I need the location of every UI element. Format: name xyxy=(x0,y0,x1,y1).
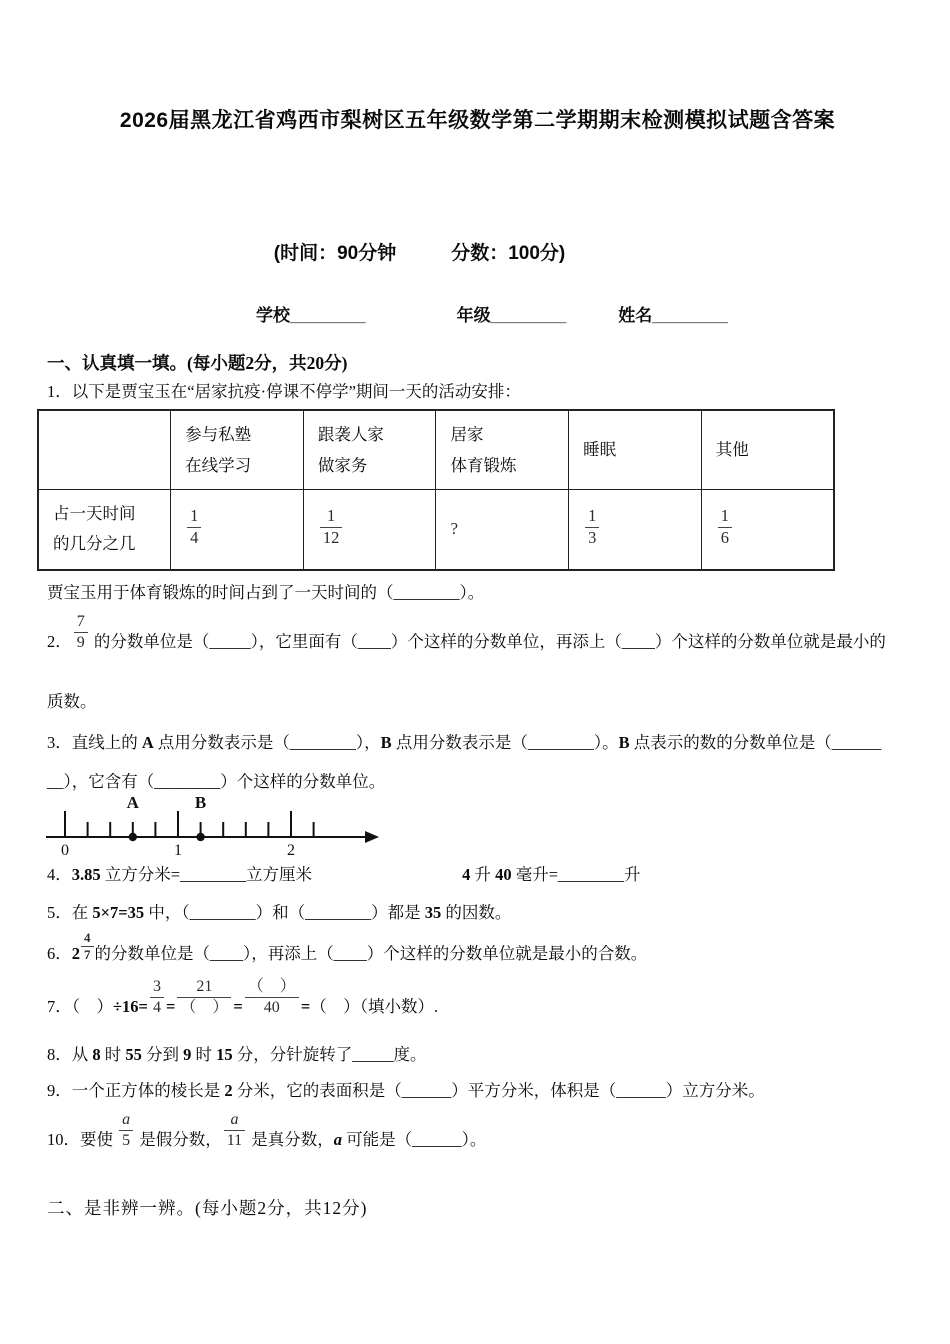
point-b-dot xyxy=(196,833,204,841)
text-segment: 分，分针旋转了_____度。 xyxy=(232,1045,427,1064)
table-header-cell-empty xyxy=(38,410,171,489)
text-segment: 点表示的数的分数单位是（______ xyxy=(629,733,882,752)
school-blank: 学校________ xyxy=(256,306,366,325)
text-segment: 毫升=________升 xyxy=(511,865,641,884)
question-10 xyxy=(47,1110,908,1153)
text-segment: 3.85 xyxy=(71,865,101,884)
tick-label-1: 1 xyxy=(174,842,182,859)
point-a-dot xyxy=(129,833,137,841)
fraction: $\frac{3}{4}$ xyxy=(150,977,164,1017)
exam-info-line xyxy=(0,238,850,265)
text-segment: 8 xyxy=(92,1045,101,1064)
text-segment: 立方分米=________立方厘米 xyxy=(100,865,313,884)
question-3-line1 xyxy=(47,730,908,756)
point-a-label: A xyxy=(126,795,139,812)
text-segment: 40 xyxy=(495,865,512,884)
question-2-line2: 质数。 xyxy=(47,692,97,711)
table-header-cell-sleep xyxy=(569,410,702,489)
header-line: 其他 xyxy=(715,440,749,460)
question-7 xyxy=(47,977,908,1020)
score-label: 分数：100分) xyxy=(451,243,566,264)
table-header-cell-other xyxy=(701,410,834,489)
text-segment: 3．直线上的 xyxy=(47,733,142,752)
fraction: $\frac{1}{12}$ xyxy=(320,506,343,548)
page-title: 2026届黑龙江省鸡西市梨树区五年级数学第二学期期末检测模拟试题含答案 xyxy=(119,109,836,132)
text-segment: 2 xyxy=(224,1081,233,1100)
table-header-cell-housework xyxy=(303,410,436,489)
header-line: 跟袭人家 xyxy=(317,425,384,444)
arrowhead xyxy=(365,831,379,843)
text-segment: a xyxy=(333,1130,343,1149)
name-blank: 姓名________ xyxy=(618,306,728,325)
text-segment: 分米，它的表面积是（______）平方分米，体积是（______）立方分米。 xyxy=(232,1081,765,1100)
text-segment: 2 xyxy=(71,944,80,963)
tick-label-2: 2 xyxy=(287,842,295,859)
text-segment: = xyxy=(233,997,243,1016)
text-segment: 点用分数表示是（________）。 xyxy=(391,733,619,752)
text-segment: 15 xyxy=(216,1045,233,1064)
question-3-line2: __），它含有（________）个这样的分数单位。 xyxy=(47,772,386,791)
text-segment: 时 xyxy=(191,1045,217,1064)
table-body-row xyxy=(38,489,834,570)
text-segment: 6． xyxy=(47,944,72,963)
fraction: $\frac{1}{6}$ xyxy=(718,506,732,548)
table-header-row xyxy=(38,410,834,489)
table-header-cell-study xyxy=(171,410,304,489)
point-b-label: B xyxy=(194,795,207,812)
text-segment: 的因数。 xyxy=(441,903,512,922)
text-segment: 分到 xyxy=(141,1045,184,1064)
text-segment: 35 xyxy=(424,903,442,922)
text-segment: 4 xyxy=(462,865,471,884)
question-9 xyxy=(47,1078,908,1104)
text-segment: 8．从 xyxy=(47,1045,93,1064)
text-segment: 5．在 xyxy=(47,903,93,922)
text-segment: ÷16= xyxy=(113,997,148,1016)
fraction: $\frac{a}{11}$ xyxy=(224,1110,245,1150)
grade-blank: 年级________ xyxy=(456,306,567,325)
fraction: $\frac{1}{4}$ xyxy=(187,506,201,548)
text-segment: = xyxy=(165,997,176,1016)
text-segment: 时 xyxy=(100,1045,126,1064)
header-line: 睡眠 xyxy=(583,440,617,460)
student-info-row xyxy=(256,301,908,326)
header-line: 做家务 xyxy=(317,456,368,475)
header-line: 体育锻炼 xyxy=(450,456,517,475)
activity-table xyxy=(37,409,835,571)
header-line: 居家 xyxy=(450,425,484,444)
table-cell-housework-fraction xyxy=(303,489,436,570)
text-segment: B xyxy=(380,733,392,752)
table-header-cell-exercise xyxy=(436,410,569,489)
question-mark: ? xyxy=(450,519,459,539)
number-line-diagram xyxy=(45,795,390,859)
section-1-heading: 一、认真填一填。(每小题2分，共20分) xyxy=(47,353,348,373)
text-segment: 5×7=35 xyxy=(92,903,145,922)
question-2-line1 xyxy=(47,612,908,655)
text-segment: 中，（________）和（________）都是 xyxy=(144,903,425,922)
row-label-line: 的几分之几 xyxy=(53,534,136,554)
text-segment: 的分数单位是（____），再添上（____）个这样的分数单位就是最小的合数。 xyxy=(94,944,648,963)
text-segment: 的分数单位是（_____），它里面有（____）个这样的分数单位，再添上（____）个这样的分数单位就是最小的 xyxy=(89,632,886,651)
text-segment: 9 xyxy=(183,1045,192,1064)
text-segment: 是真分数， xyxy=(247,1130,334,1149)
fraction: $\frac{21}{( )}$ xyxy=(177,977,231,1017)
text-segment: 9．一个正方体的棱长是 xyxy=(47,1081,225,1100)
text-segment: 升 xyxy=(470,865,496,884)
text-segment: 55 xyxy=(125,1045,142,1064)
text-segment: 可能是（______）。 xyxy=(342,1130,487,1149)
table-cell-sleep-fraction xyxy=(569,489,702,570)
question-1-followup: 贾宝玉用于体育锻炼的时间占到了一天时间的（________）。 xyxy=(47,583,485,602)
header-line: 在线学习 xyxy=(185,456,252,475)
table-cell-other-fraction xyxy=(701,489,834,570)
question-1-text: 1．以下是贾宝玉在“居家抗疫·停课不停学”期间一天的活动安排： xyxy=(47,382,521,401)
table-cell-exercise-unknown xyxy=(436,489,569,570)
row-label-line: 占一天时间 xyxy=(53,504,136,524)
header-line: 参与私塾 xyxy=(185,425,252,444)
fraction: $\frac{( )}{40}$ xyxy=(245,977,299,1017)
fraction: $\frac{a}{5}$ xyxy=(119,1110,133,1150)
text-segment: 点用分数表示是（________）， xyxy=(153,733,381,752)
text-segment: A xyxy=(141,733,154,752)
question-5 xyxy=(47,900,908,926)
text-segment: 4． xyxy=(47,865,72,884)
section-2-heading: 二、是非辨一辨。(每小题2分，共12分) xyxy=(47,1198,368,1218)
text-segment: = xyxy=(300,997,311,1016)
table-cell-study-fraction xyxy=(171,489,304,570)
text-segment: 是假分数， xyxy=(135,1130,222,1149)
question-6 xyxy=(47,930,908,967)
table-row-label-cell xyxy=(38,489,171,570)
time-label: (时间：90分钟 xyxy=(273,243,397,264)
text-segment: （ ）（填小数）. xyxy=(310,997,439,1016)
fraction: $\frac{1}{3}$ xyxy=(585,506,599,548)
text-segment: 2． xyxy=(47,632,72,651)
number-line-axis xyxy=(46,811,367,837)
question-8 xyxy=(47,1042,908,1068)
fraction: $\frac{4}{7}$ xyxy=(81,930,94,962)
text-segment: B xyxy=(618,733,630,752)
text-segment: 10．要使 xyxy=(47,1130,118,1149)
fraction: $\frac{7}{9}$ xyxy=(74,612,88,652)
question-4 xyxy=(47,862,908,888)
tick-label-0: 0 xyxy=(61,842,69,859)
text-segment: 7．（ ） xyxy=(47,997,113,1016)
